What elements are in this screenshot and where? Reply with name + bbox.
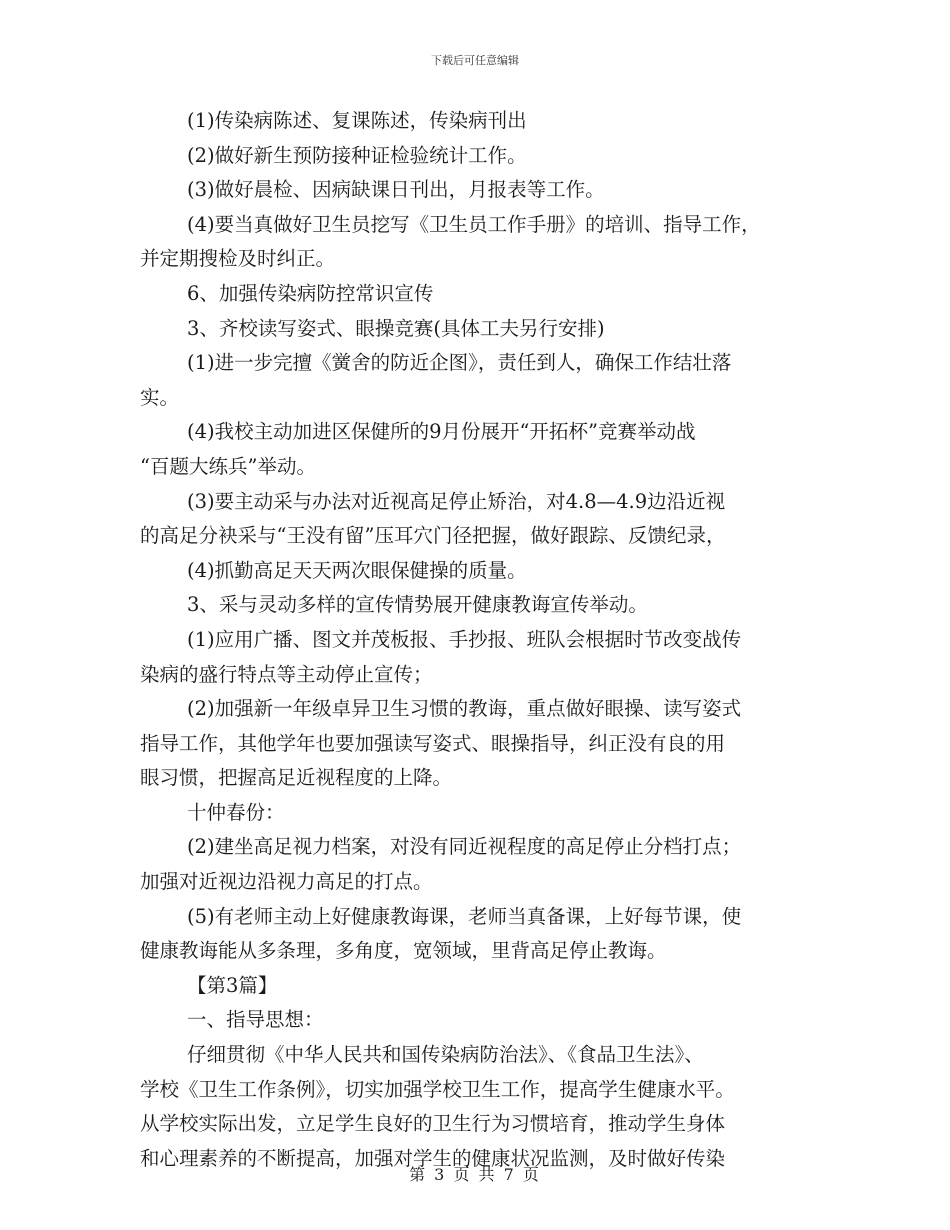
- text-line: (2)做好新生预防接种证检验统计工作。: [187, 143, 527, 167]
- text-line: 3、齐校读写姿式、眼操竞赛(具体工夫另行安排): [187, 316, 605, 340]
- text-line: (1)传染病陈述、复课陈述，传染病刊出: [187, 109, 527, 132]
- text-line: (5)有老师主动上好健康教诲课，老师当真备课，上好每节课，使: [187, 904, 742, 928]
- text-line: 指导工作，其他学年也要加强读写姿式、眼操指导，纠正没有良的用: [140, 731, 726, 755]
- text-line: 并定期搜检及时纠正。: [140, 247, 336, 271]
- document-body: [140, 104, 820, 1176]
- text-line: (4)我校主动加进区保健所的9月份展开“开拓杯”竞赛举动战: [187, 420, 696, 444]
- text-line: “百题大练兵”举动。: [140, 454, 316, 478]
- text-line: 3、采与灵动多样的宣传情势展开健康教诲宣传举动。: [187, 593, 648, 617]
- text-line: 眼习惯，把握高足近视程度的上降。: [140, 766, 453, 790]
- text-line: 仔细贯彻《中华人民共和国传染病防治法》、《食品卫生法》、: [187, 1043, 704, 1067]
- text-line: 实。: [140, 385, 180, 409]
- text-line: (3)要主动采与办法对近视高足停止矫治，对4.8—4.9边沿近视: [187, 489, 726, 513]
- text-line: (4)抓勤高足天天两次眼保健操的质量。: [187, 558, 527, 582]
- text-line: 从学校实际出发，立足学生良好的卫生行为习惯培育，推动学生身体: [140, 1112, 726, 1136]
- page-header: 下载后可任意编辑: [431, 54, 519, 67]
- text-line: 和心理素养的不断提高，加强对学生的健康状况监测，及时做好传染: [140, 1146, 726, 1170]
- text-line: 一、指导思想：: [187, 1008, 324, 1032]
- text-line: (1)进一步完擅《黉舍的防近企图》，责任到人，确保工作结壮落: [187, 351, 732, 375]
- text-line: 染病的盛行特点等主动停止宣传；: [140, 662, 433, 686]
- page-number: 第 3 页 共 7 页: [409, 1165, 541, 1184]
- text-line: 加强对近视边沿视力高足的打点。: [140, 870, 433, 894]
- text-line: (2)建坐高足视力档案，对没有同近视程度的高足停止分档打点；: [187, 835, 742, 859]
- text-line: 6、加强传染病防控常识宣传: [187, 281, 434, 305]
- text-line: 的高足分袂采与“王没有留”压耳穴门径把握，做好跟踪、反馈纪录，: [140, 524, 726, 548]
- text-line: (1)应用广播、图文并茂板报、手抄报、班队会根据时节改变战传: [187, 627, 742, 651]
- text-line: (4)要当真做好卫生员挖写《卫生员工作手册》的培训、指导工作，: [187, 212, 761, 236]
- text-line: 健康教诲能从多条理，多角度，宽领域，里背高足停止教诲。: [140, 939, 667, 963]
- text-line: (3)做好晨检、因病缺课日刊出，月报表等工作。: [187, 178, 605, 202]
- text-line: 【第3篇】: [187, 973, 278, 997]
- text-line: (2)加强新一年级卓异卫生习惯的教诲，重点做好眼操、读写姿式: [187, 697, 742, 721]
- text-line: 学校《卫生工作条例》，切实加强学校卫生工作，提高学生健康水平。: [140, 1077, 735, 1101]
- text-line: 十仲春份：: [187, 800, 285, 824]
